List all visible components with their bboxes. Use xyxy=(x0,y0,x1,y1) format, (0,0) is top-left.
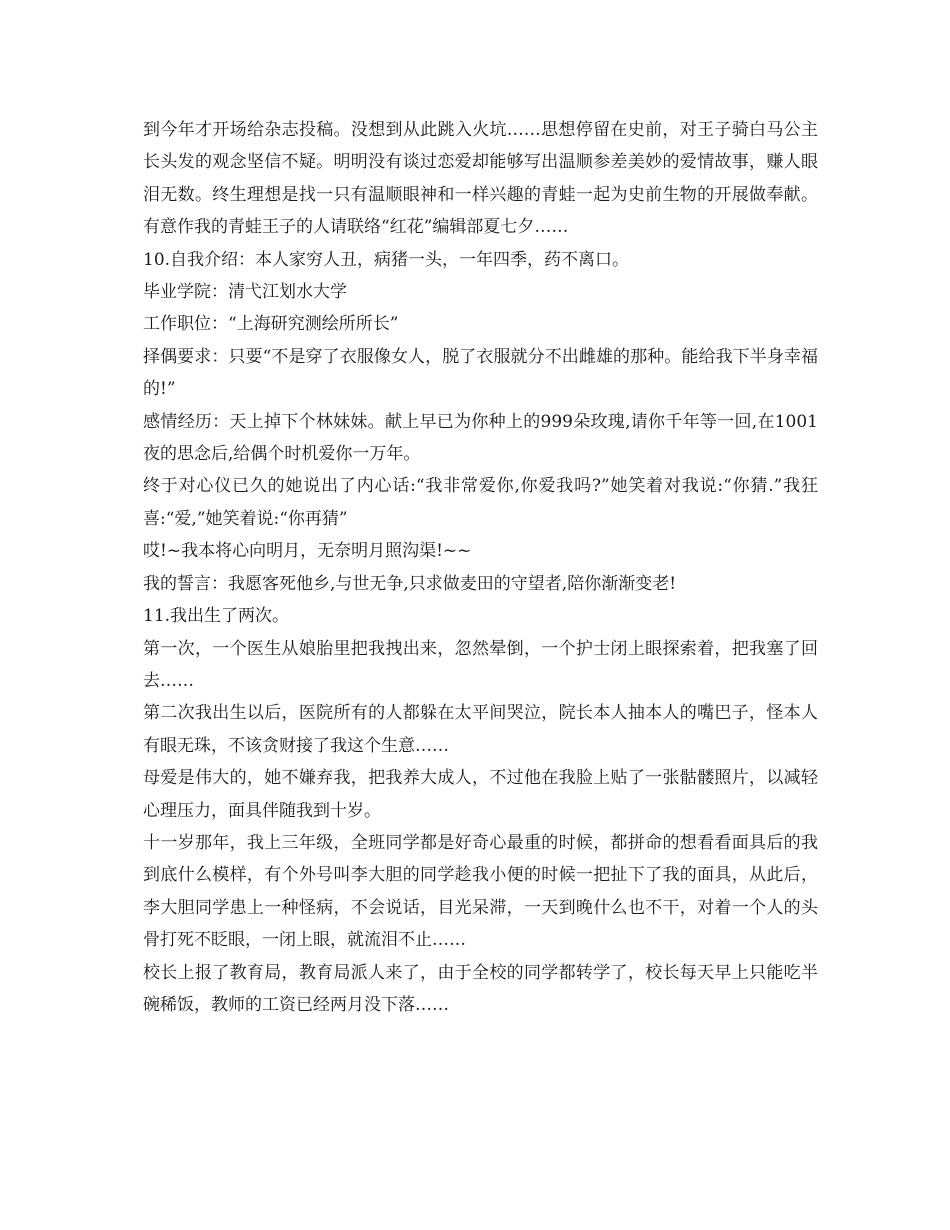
paragraph-10: 11.我出生了两次。 xyxy=(143,606,290,627)
paragraph-3: 毕业学院：清弋江划水大学 xyxy=(143,282,347,303)
paragraph-7: 终于对心仪已久的她说出了内心话:“我非常爱你,你爱我吗?”她笑着对我说:“你猜.”我狂喜:“爱,”她笑着说:“你再猜” xyxy=(143,476,818,529)
paragraph-5: 择偶要求：只要“不是穿了衣服像女人，脱了衣服就分不出雌雄的那种。能给我下半身幸福的!” xyxy=(143,346,818,400)
paragraph-14: 十一岁那年，我上三年级，全班同学都是好奇心最重的时候，都拼命的想看看面具后的我到底什么模样，有个外号叫李大胆的同学趁我小便的时候一把扯下了我的面具，从此后，李大胆同学患上一种怪病，不会说话，目光呆滞，一天到晚什么也不干，对着一个人的头骨打死不眨眼，一闭上眼，就流泪不止…… xyxy=(143,832,818,951)
paragraph-6: 感情经历：天上掉下个林妹妹。献上早已为你种上的999朵玫瑰,请你千年等一回,在1001夜的思念后,给偶个时机爱你一万年。 xyxy=(143,411,818,465)
paragraph-8: 哎!~我本将心向明月，无奈明月照沟渠!~~ xyxy=(143,541,472,562)
paragraph-11: 第一次，一个医生从娘胎里把我拽出来，忽然晕倒，一个护士闭上眼探索着，把我塞了回去…… xyxy=(143,638,818,691)
paragraph-4: 工作职位：“上海研究测绘所所长” xyxy=(143,314,399,335)
paragraph-15: 校长上报了教育局，教育局派人来了，由于全校的同学都转学了，校长每天早上只能吃半碗稀饭，教师的工资已经两月没下落…… xyxy=(143,962,818,1015)
document-body xyxy=(143,114,818,1021)
paragraph-1: 到今年才开场给杂志投稿。没想到从此跳入火坑……思想停留在史前，对王子骑白马公主长头发的观念坚信不疑。明明没有谈过恋爱却能够写出温顺参差美妙的爱情故事，赚人眼泪无数。终生理想是找一只有温顺眼神和一样兴趣的青蛙一起为史前生物的开展做奉献。有意作我的青蛙王子的人请联络“红花”编辑部夏七夕…… xyxy=(143,120,818,238)
paragraph-9: 我的誓言：我愿客死他乡,与世无争,只求做麦田的守望者,陪你渐渐变老! xyxy=(143,573,677,594)
paragraph-12: 第二次我出生以后，医院所有的人都躲在太平间哭泣，院长本人抽本人的嘴巴子，怪本人有眼无珠，不该贪财接了我这个生意…… xyxy=(143,703,818,756)
paragraph-2: 10.自我介绍：本人家穷人丑，病猪一头，一年四季，药不离口。 xyxy=(143,249,630,270)
paragraph-13: 母爱是伟大的，她不嫌弃我，把我养大成人，不过他在我脸上贴了一张骷髅照片，以减轻心理压力，面具伴随我到十岁。 xyxy=(143,768,818,821)
